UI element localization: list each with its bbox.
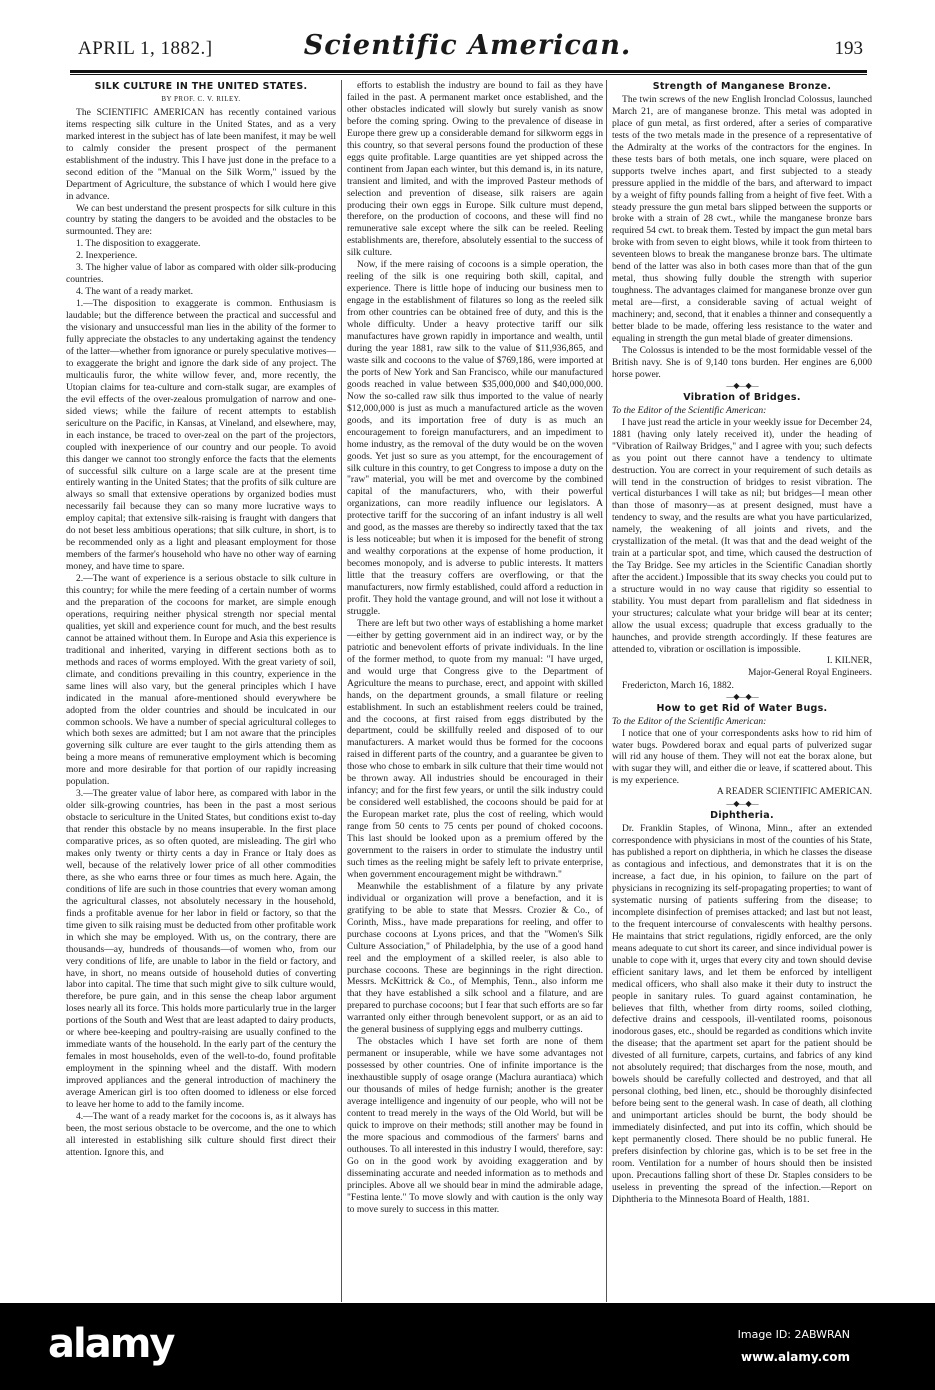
paragraph: efforts to establish the industry are bound to fail as they have failed in the past. A permanent market once established, and the other obstacles indicated will slowly but surely vanish as snow before the coming spring. Owing to the prevalence of disease in Europe there grew up a considerable demand for silkworm eggs in this country, so that several persons found the production of these eggs quite profitable. Large quantities are yet shipped across the continent from Japan each winter, but this demand is, in its nature, transient and limited, and with the improved Pasteur methods of selection and prevention of disease, silk raisers are again producing their own eggs in Europe. Silk culture must depend, therefore, on the production of cocoons, and these will find no remunerative sale except where the silk can be reeled. Reeling establishments are, therefore, absolutely essential to the success of silk culture. xyxy=(347,80,603,259)
column-1 xyxy=(66,80,336,1302)
paragraph: 1. The disposition to exaggerate. xyxy=(76,238,201,250)
article-body xyxy=(66,107,336,1159)
byline: BY PROF. C. V. RILEY. xyxy=(161,94,241,103)
paragraph: 3. The higher value of labor as compared with older silk-producing countries. xyxy=(66,262,336,286)
paragraph: The Colossus is intended to be the most formidable vessel of the British navy. She is of 9,140 tons burden. Her engines are 6,000 horse power. xyxy=(612,344,872,380)
paragraph: 3.—The greater value of labor here, as compared with labor in the older silk-growing countries, has been in the past a most serious obstacle to sericulture in the United States, but conditions exist to-day that render this obstacle by no means insuperable. In the first place comparative prices, as so often quoted, are misleading. The girl who makes only twenty or thirty cents a day in France or Italy does as well, because of the relatively lower price of all other commodities there, as she who earns three or four times as much here. Again, the conditions of life are such in those countries that every woman among the agricultural classes, not absolutely necessary in the household, finds a profitable avenue for her labor in field or factory, so that the time given to silk raising must be deducted from other profitable work in which she may be employed. With us, on the contrary, there are thousands—ay, hundreds of thousands—of women who, from our very conditions of life, are unable to labor in the field or factory, and have, in short, no means outside of household duties of converting labor into capital. The time that such might give to silk culture would, therefore, be pure gain, and in this sense the cheap labor argument loses nearly all its force. This holds more particularly true in the larger portions of the South and West that are least adapted to dairy products, or where bee-keeping and poultry-raising are usually confined to the immediate wants of the household. In the early part of the century the females in most households, even of the well-to-do, found profitable employment in the spinning wheel and the distaff. With modern improved appliances and the general introduction of machinery the average American girl is too often doomed to idleness or else forced to leave her home to add to the family income. xyxy=(66,788,336,1111)
paragraph: I have just read the article in your weekly issue for December 24, 1881 (having only lately received it), under the heading of "Vibration of Railway Bridges," and I agree with you; such defects as you point out there cannot have a tendency to ultimate destruction. You are correct in your requirement of such details as will tend in the construction of bridges to resist vibration. The vertical disturbances I will take as nil; but bridges—I mean other than those of masonry—as at present designed, must have a tendency to sway, and the results are what you have particularized, namely, the weakening of all joints and rivets, and the crystallization of the metal. (It was that and the dead weight of the train at a particular spot, and time, which caused the destruction of the Tay Bridge. See my articles in the Scientific Canadian shortly after the accident.) Impossible that its sway checks you could put to a structure would in no way cause that rigidity so essential to stability. You must depart from parallelism and flat sidedness in your structures; calculate what your bridge will bear at its center; allow the usual excess; quadruple that excess gradually to the haunches, and provide strength accordingly. If these features are attended to, vibration or oscillation is impossible. xyxy=(612,416,872,655)
paragraph: The SCIENTIFIC AMERICAN has recently contained various items respecting silk culture in the United States, and as a very marked interest in the subject has of late been manifest, it may be well to calmly consider the present prospect of the permanent establishment of the industry. This I have just done in the preface to a second edition of the "Manual on the Silk Worm," issued by the Department of Agriculture, the substance of which I would here give in advance. xyxy=(66,106,336,202)
watermark-footer xyxy=(0,1303,935,1390)
masthead: Scientific American. xyxy=(303,30,632,61)
ornament-divider: —◆—◆— xyxy=(726,691,758,701)
bugs-signature: A READER SCIENTIFIC AMERICAN. xyxy=(716,787,872,798)
page-date: APRIL 1, 1882.] xyxy=(78,38,213,59)
diphtheria-title: Diphtheria. xyxy=(710,810,774,822)
article-title: SILK CULTURE IN THE UNITED STATES. xyxy=(94,81,308,92)
paragraph: There are left but two other ways of establishing a home market—either by getting government aid in an indirect way, or by the patriotic and benevolent efforts of private individuals. In the line of the former method, to quote from my manual: "I have urged, and would urge that Congress give to the Department of Agriculture the means to purchase, erect, and appoint with skilled hands, on the department grounds, a small filature or reeling establishment. In such an establishment reelers could be trained, and the cocoons, at first raised from eggs distributed by the department, could be skillfully reeled and disposed of to our manufacturers. A market would thus be formed for the cocoons raised in different parts of the country, and a guarantee be given to those who chose to embark in silk culture that their time would not be thrown away. All industries should be encouraged in their infancy; and for the first few years, or until the silk industry could be considered well established, the cocoons should be paid for at the European market rate, plus the cost of reeling, which would range from 50 cents to 75 cents per pound of choked cocoons. This last should be looked upon as a premium offered by the government to the raisers in order to stimulate the industry until such times as the reeling might be safely left to private enterprise, when government encouragement might be withdrawn." xyxy=(347,617,603,880)
paragraph: 2. Inexperience. xyxy=(76,250,138,262)
page-number: 193 xyxy=(834,38,863,59)
paragraph: 4.—The want of a ready market for the cocoons is, as it always has been, the most serious obstacle to be overcome, and the one to which all interested in establishing silk culture should first direct their attention. Ignore this, and xyxy=(66,1110,336,1158)
image-id: Image ID: 2ABWRAN xyxy=(737,1328,850,1341)
bronze-body xyxy=(612,94,872,381)
ornament-divider: —◆—◆— xyxy=(726,380,758,390)
column-2 xyxy=(341,80,603,1302)
paragraph: We can best understand the present prospects for silk culture in this country by stating the dangers to be avoided and the obstacles to be surmounted. They are: xyxy=(66,202,336,238)
paragraph: Dr. Franklin Staples, of Winona, Minn., after an extended correspondence with physicians in most of the counties of his State, has published a report on diphtheria, in which he classes the disease as contagious and infectious, and demonstrates that it is on the increase, a fact due, in his opinion, to failure on the part of physicians in recognizing its self-propagating properties; to want of systematic nursing of patients suffering from the disease; to incomplete disinfection of premises attacked; and last but not least, to the frequent intercourse of convalescents with healthy persons. He maintains that strict regulations, rigidly enforced, are the only means adequate to cut short its career, and since individual power is unable to cope with it, urges that every city and town should devise efficient sanitary laws, and let them be enforced by intelligent medical officers, who shall also make it their duty to instruct the people in sanitary rules. To guard against contamination, he believes that filth, whether from dirty rooms, soiled clothing, defective drains and cesspools, ill-ventilated rooms, poisonous inodorous gases, etc., should be regarded as conditions which invite the disease; that the apartment set apart for the patient should be divested of all furniture, carpets, curtains, and fabrics of any kind not absolutely required; that discharges from the nose, mouth, and bowels should be carefully collected and destroyed, and that all personal clothing, bed linen, etc., should be thoroughly disinfected before being sent to the general wash. In case of death, all clothing and unimportant articles should be burnt, the body should be immediately disinfected, and put into its coffin, which should be kept permanently closed. There should be no public funeral. He prefers disinfection by chlorine gas, which is to be set free in the room. Ventilation for a number of hours should then be insisted upon. Precautions falling short of these Dr. Staples considers to be useless in preventing the spread of the infection.—Report on Diphtheria to the Minnesota Board of Health, 1881. xyxy=(612,823,872,1205)
ornament-divider: —◆—◆— xyxy=(726,799,758,809)
bridges-signature-title: Major-General Royal Engineers. xyxy=(747,667,872,678)
bridges-salutation: To the Editor of the Scientific American: xyxy=(612,404,767,416)
paragraph: Meanwhile the establishment of a filature by any private individual or organization will prove a benefaction, and it is gratifying to be able to state that Messrs. Crozier & Co., of Corinth, Miss., have made preparations for reeling, and offer to purchase cocoons at Lyons prices, and that the "Women's Silk Culture Association," of Philadelphia, by the use of a good hand reel and the employment of a skilled reeler, is also able to purchase cocoons. These are beginnings in the right direction. Messrs. McKittrick & Co., of Memphis, Tenn., also inform me that they have established a silk school and a filature, and are prepared to purchase cocoons; but I fear that such efforts are so far warranted only either through benevolent support, or as an aid to the general business of supplying eggs and mulberry cuttings. xyxy=(347,880,603,1036)
bugs-title: How to get Rid of Water Bugs. xyxy=(656,702,828,714)
bridges-body xyxy=(612,417,872,656)
bridges-signature: I. KILNER, xyxy=(826,655,872,666)
paragraph: The twin screws of the new English Ironclad Colossus, launched March 21, are of manganese bronze. This metal was adopted in place of gun metal, as first ordered, after a series of comparative tests of the two metals made in the presence of a representative of the Admiralty at the works of the contractors for the engines. In these tests bars of both metals, one inch square, were placed on supports twelve inches apart, and first subjected to a steady pressure applied in the middle of the bars, and afterward to impact by a weight of fifty pounds falling from a height of five feet. With a steady pressure the gun metal bars slipped between the supports or broke with a strain of 28 cwt., while the manganese bronze bars required 54 cwt. to break them. Tested by impact the gun metal bars broke with from seven to eight blows, while it took from thirteen to seventeen blows to break the manganese bronze bars. The ultimate bend of the latter was also in both cases more than that of the gun metal, thus showing fully double the strength with superior toughness. The advantages claimed for manganese bronze over gun metal are—first, a considerable saving of actual weight of machinery; and, second, that it enables a thinner and consequently a better blade to be made, offering less resistance to the water and equaling in strength the gun metal blade of greater dimensions. xyxy=(612,93,872,345)
article-body-continued xyxy=(347,80,603,1216)
bronze-title: Strength of Manganese Bronze. xyxy=(652,81,832,92)
paragraph: The obstacles which I have set forth are none of them permanent or insuperable, while we have some advantages not possessed by other countries. One of infinite importance is the inexhaustible supply of osage orange (Maclura aurantiaca) which our thousands of miles of hedge furnish; another is the greater average intelligence and ingenuity of our people, who will not be content to tread merely in the ways of the Old World, but will be quick to improve on their methods; still another may be found in the more spacious and commodious of the farmers' barns and outhouses. To all interested in this industry I would, therefore, say: Go on in the good work by avoiding exaggeration and by disseminating accurate and needed information as to methods and principles. Above all we should bear in mind the admirable adage, "Festina lente." To move slowly and with caution is the only way to move surely to success in this matter. xyxy=(347,1036,603,1215)
bugs-salutation: To the Editor of the Scientific American: xyxy=(612,715,767,727)
alamy-logo: alamy xyxy=(48,1321,174,1367)
paragraph: 2.—The want of experience is a serious obstacle to silk culture in this country; for while the mere feeding of a certain number of worms and the preparation of the cocoons for market, are simple enough operations, requiring neither physical strength nor special mental qualities, yet skill and experience count for much, and the best results cannot be attained without them. In Europe and Asia this experience is traditional and inherited, varying in different sections both as to methods and races of worms employed. With the great variety of soil, climate, and conditions prevailing in this country, experience in the same lines will also vary, but the general principles which I have indicated in the manual afore-mentioned should everywhere be adopted from the older countries and should be inculcated in our common schools. We have a number of special agricultural colleges to which both sexes are admitted; but I am not aware that the principles governing silk culture are ever taught to the girls attending them as being a more means of remunerative employment which is becoming more and more desirable for that portion of our rapidly increasing population. xyxy=(66,573,336,788)
header-rule xyxy=(70,70,867,75)
paragraph: Now, if the mere raising of cocoons is a simple operation, the reeling of the silk is one requiring both skill, capital, and experience. There is little hope of inducing our business men to engage in the establishment of filatures so long as the reeled silk from other countries can be obtained free of duty, and this is the whole difficulty. Under a heavy protective tariff our silk manufactures have grown rapidly in importance and wealth, until during the year 1881, raw silk to the value of $11,936,865, and waste silk and cocoons to the value of $769,186, were imported at the ports of New York and San Francisco, while our manufactured goods reached in value between $35,000,000 and $40,000,000. Now the so-called raw silk thus imported to the value of nearly $12,000,000 is just as much a manufactured article as the woven goods, and its importation free of duty is as much an encouragement to foreign manufacturers, and an impediment to home industry, as the removal of the duty would be on the woven goods. Yet just so sure as you attempt, for the encouragement of silk culture in this country, to get Congress to impose a duty on the "raw" material, you will be met and overcome by the combined capital of the manufacturers, who, with their powerful organizations, can more readily influence our legislators. A protective tariff for the succoring of an infant industry is all well and good, as the masses are thereby so indirectly taxed that the tax is less noticeable; but when it is imposed for the benefit of strong and wealthy corporations at the expense of home production, it becomes monopoly, and is adverse to public interests. It matters little that the treasury coffers are overflowing, or that the manufacturers, now firmly established, could afford a reduction in profit. They hold the vantage ground, and will not lose it without a struggle. xyxy=(347,259,603,617)
paragraph: I notice that one of your correspondents asks how to rid him of water bugs. Powdered borax and equal parts of pulverized sugar will rid any house of them. They will not eat the borax alone, but with sugar they will, and either die or leave, if scattered about. This is my experience. xyxy=(612,727,872,787)
diphtheria-body xyxy=(612,823,872,1206)
site-url: www.alamy.com xyxy=(740,1350,850,1364)
paragraph: 1.—The disposition to exaggerate is common. Enthusiasm is laudable; but the difference between the practical and successful and the visionary and unsuccessful man lies in the ability of the former to fully appreciate the obstacles to any undertaking against the tendency of the latter—whether from ignorance or purely speculative motives—to exaggerate the bright and ignore the dark side of any project. The multicaulis furor, the white willow fever, and, more recently, the Utopian claims for tea-culture and corn-stalk sugar, are examples of the evil effects of the over-zealous promulgation of narrow and one-sided views; while the failure of recent attempts to establish sericulture on the Pacific, in Kansas, at Vineland, and elsewhere, may, in each instance, be traced to over-zeal on the part of the projectors, coupled with inexperience of our country and our people. To avoid this danger we cannot too strongly enforce the facts that the elements of successful silk culture on a large scale are at the present time entirely wanting in the United States; that the profits of silk culture are always so small that extensive operations by organized bodies must necessarily fail because they can so many more lucrative ways to employ capital; that extensive silk-raising is fraught with dangers that do not beset less ambitious operations; that silk culture, in short, is to be recommended only as a light and pleasant employment for those members of the farmer's household who have no other way of earning money, and have time to spare. xyxy=(66,298,336,573)
bugs-body xyxy=(612,728,872,788)
bridges-title: Vibration of Bridges. xyxy=(683,391,801,403)
column-3 xyxy=(606,80,872,1302)
bridges-dateline: Fredericton, March 16, 1882. xyxy=(622,679,734,691)
paragraph: 4. The want of a ready market. xyxy=(76,286,193,298)
